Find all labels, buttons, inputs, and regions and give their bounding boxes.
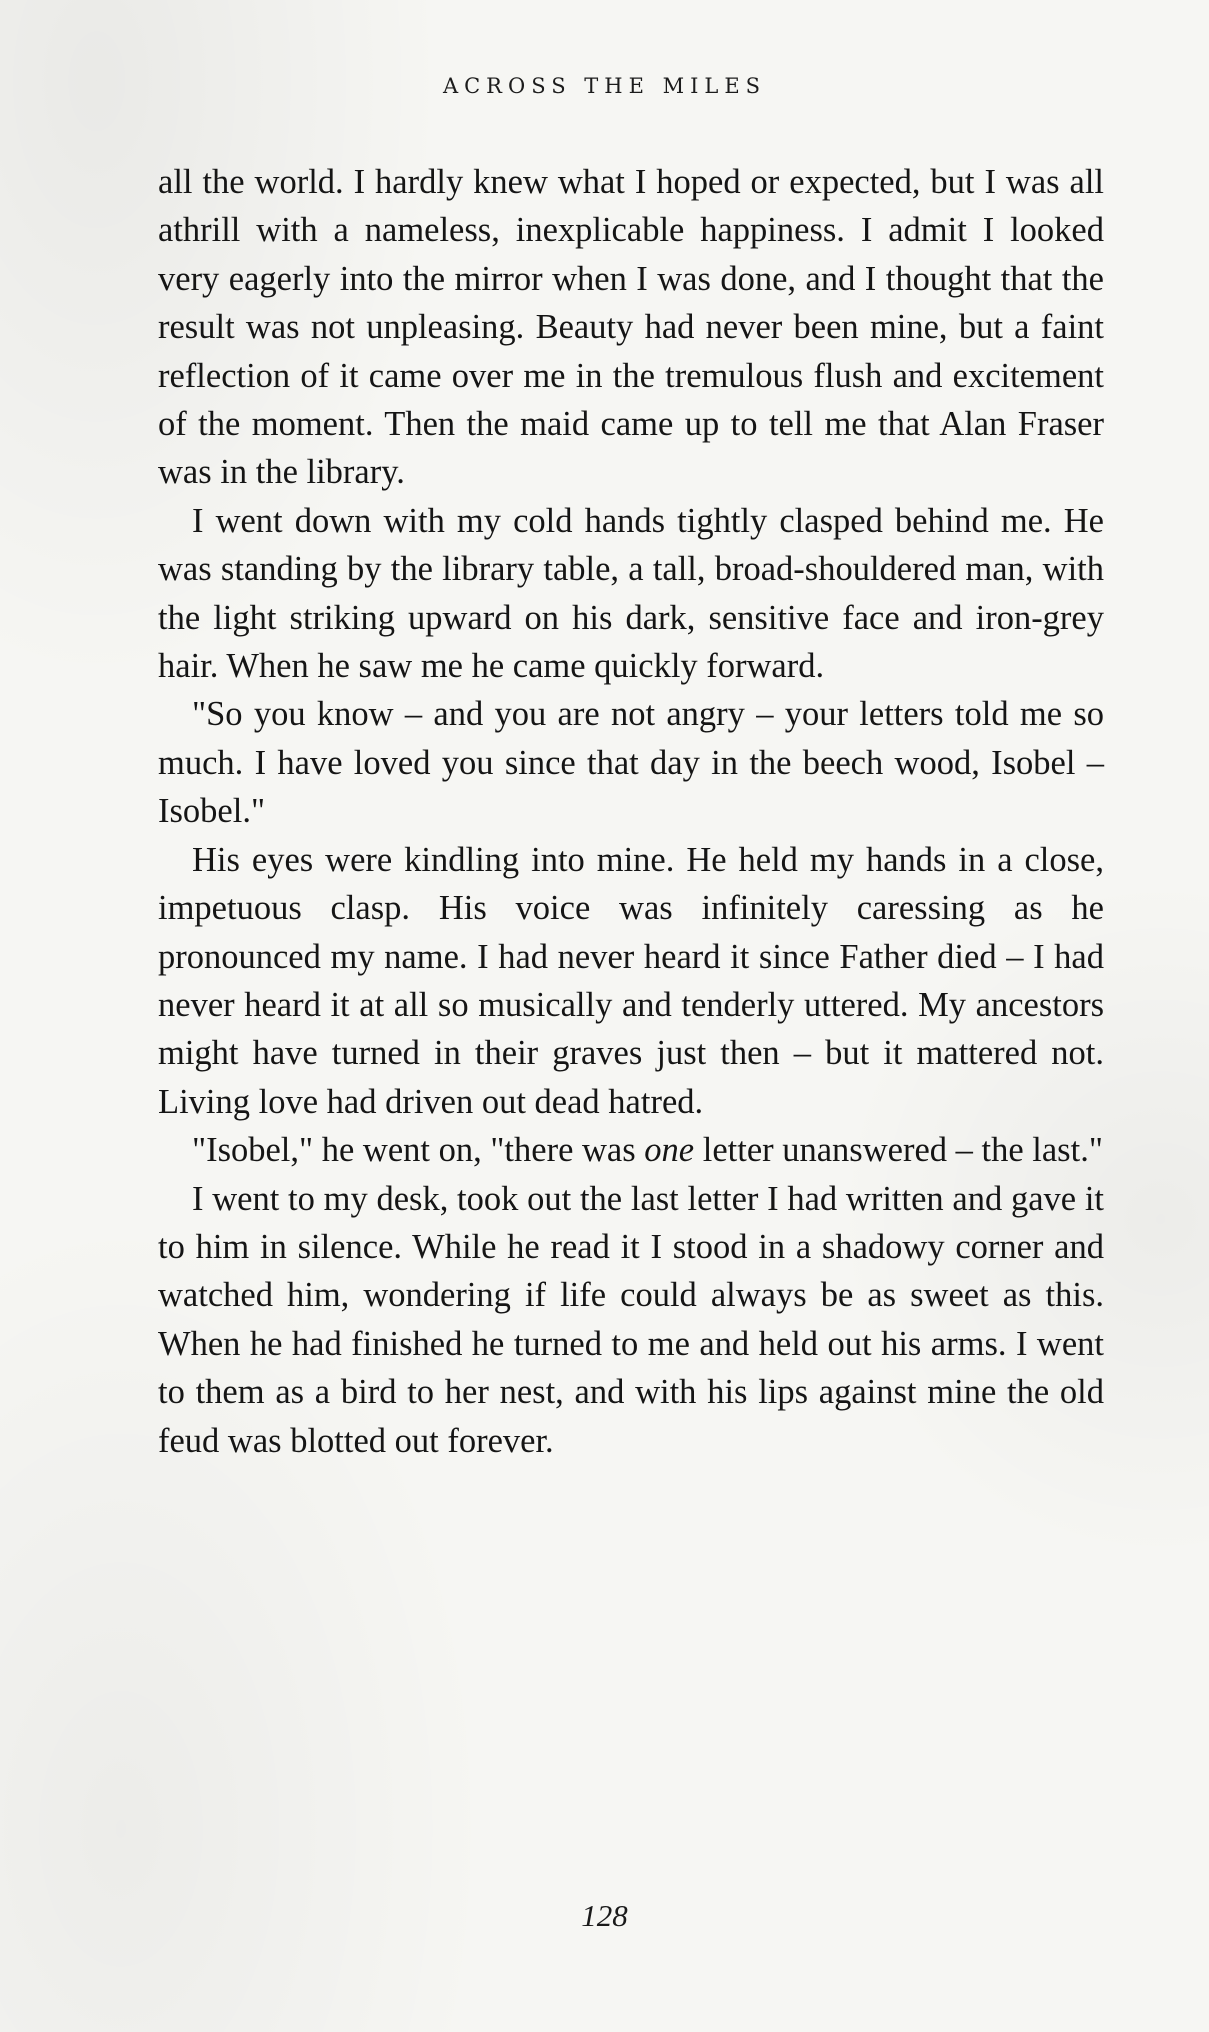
paragraph-5-start: "Isobel," he went on, "there was — [192, 1131, 645, 1170]
running-head: ACROSS THE MILES — [442, 74, 767, 98]
paragraph-2: I went down with my cold hands tightly clasped behind me. He was standing by the library table, a tall, broad-shouldered man, with the light striking upward on his dark, sensitive face and iron-grey hair. When he saw me he came quickly forward. — [158, 501, 1104, 686]
paragraph-3: "So you know – and you are not angry – your letters told me so much. I have loved you since that day in the beech wood, Isobel – Isobel." — [158, 695, 1104, 831]
body-text — [158, 158, 1104, 1465]
paragraph-5 — [158, 1126, 1104, 1174]
paragraph-1: all the world. I hardly knew what I hoped or expected, but I was all athrill with a nameless, inexplicable happiness. I admit I looked very eagerly into the mirror when I was done, and I thought that the result was not unpleasing. Beauty had never been mine, but a faint reflection of it came over me in the tremulous flush and excitement of the moment. Then the maid came up to tell me that Alan Fraser was in the library. — [158, 163, 1104, 492]
page-number: 128 — [581, 1898, 628, 1933]
paragraph-5-end: letter unanswered – the last." — [694, 1131, 1103, 1170]
emphasized-word: one — [644, 1131, 695, 1170]
paragraph-6: I went to my desk, took out the last letter I had written and gave it to him in silence. While he read it I stood in a shadowy corner and watched him, wondering if life could always be as sweet as this. When he had finished he turned to me and held out his arms. I went to them as a bird to her nest, and with his lips against mine the old feud was blotted out forever. — [158, 1179, 1104, 1460]
paragraph-4: His eyes were kindling into mine. He held my hands in a close, impetuous clasp. His voice was infinitely caressing as he pronounced my name. I had never heard it since Father died – I had never heard it at all so musically and tenderly uttered. My ancestors might have turned in their graves just then – but it mattered not. Living love had driven out dead hatred. — [158, 840, 1104, 1121]
